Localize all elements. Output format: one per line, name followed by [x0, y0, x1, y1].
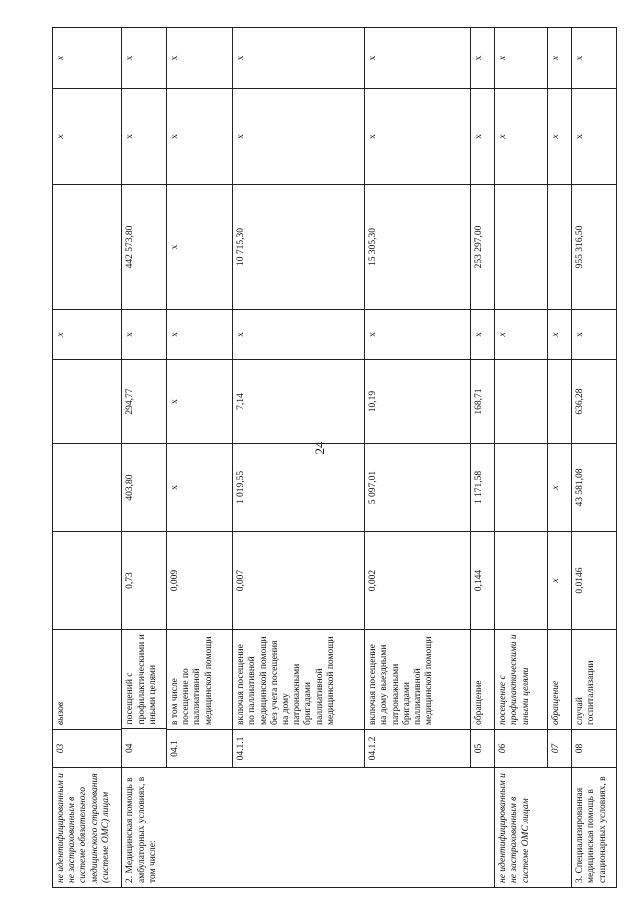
cell-row-number: 03: [53, 730, 122, 768]
cell-total: 10 715,30: [233, 185, 365, 310]
cell-per-capita: [548, 360, 572, 444]
cell-unit: в том числе посещение по паллиативной медицинской помощи: [167, 630, 233, 730]
table-row: [548, 28, 572, 888]
inner-split: [122, 630, 166, 767]
cell-norm: 0,002: [365, 532, 471, 630]
cell-row-number: 05: [470, 730, 494, 768]
cell-label: не идентифицированным и не застрахованным в системе обязательного медицинского страхования (системе ОМС) лицам: [53, 768, 122, 888]
cell-cost: [495, 444, 548, 532]
page-number: 24: [312, 441, 327, 455]
cell-total: [53, 185, 122, 310]
cell-x: х: [167, 185, 233, 310]
cell-x: х: [53, 89, 122, 185]
cell-x: х: [572, 310, 617, 360]
cell-row-number: 04: [122, 729, 166, 767]
cell-x: х: [53, 28, 122, 89]
cell-per-capita: 294,77: [122, 360, 167, 444]
cell-x: х: [495, 310, 548, 360]
table-row: [470, 28, 494, 888]
cell-x: х: [233, 28, 365, 89]
cell-unit: включая посещение по паллиативной медицинской помощи без учета посещения на дому патронажными бригадами паллиативной медицинской помощи: [233, 630, 365, 730]
cell-x: х: [495, 89, 548, 185]
cell-total: 15 305,30: [365, 185, 471, 310]
cell-per-capita: 168,71: [470, 360, 494, 444]
cell-x: х: [233, 310, 365, 360]
cell-x: х: [233, 89, 365, 185]
cell-cost: 403,80: [122, 444, 167, 532]
cell-x: х: [548, 532, 572, 630]
table-row: [365, 28, 471, 888]
cell-x: х: [495, 28, 548, 89]
cell-x: х: [548, 310, 572, 360]
cell-x: х: [53, 310, 122, 360]
cell-per-capita: [53, 360, 122, 444]
cell-cost: 1 171,58: [470, 444, 494, 532]
cell-row-number: 04.1.1: [233, 730, 365, 768]
table-row: [167, 28, 233, 888]
cell-row-number: 04.1.2: [365, 730, 471, 768]
cell-total: [548, 185, 572, 310]
table-row: [53, 28, 122, 888]
cell-per-capita: [495, 360, 548, 444]
cell-unit: случай госпитализации: [572, 630, 617, 730]
cell-cost: 1 019,55: [233, 444, 365, 532]
cell-per-capita: 636,28: [572, 360, 617, 444]
cell-x: х: [167, 310, 233, 360]
cell-unit: обращение: [548, 630, 572, 730]
cell-x: х: [572, 28, 617, 89]
cell-row-number: 08: [572, 730, 617, 768]
cell-cost: 5 097,01: [365, 444, 471, 532]
cell-cost: [53, 444, 122, 532]
financing-table: [52, 27, 617, 888]
cell-x: х: [572, 89, 617, 185]
cell-x: х: [167, 28, 233, 89]
cell-unit: посещений с профилактическими и иными целями: [125, 634, 158, 725]
cell-x: х: [365, 89, 471, 185]
cell-row-number: 07: [548, 730, 572, 768]
cell-per-capita: 7,14: [233, 360, 365, 444]
cell-x: х: [122, 310, 167, 360]
cell-row-number: 04.1: [167, 730, 233, 768]
cell-x: х: [167, 89, 233, 185]
cell-x: х: [365, 310, 471, 360]
cell-unit: обращение: [470, 630, 494, 730]
cell-x: х: [548, 444, 572, 532]
cell-total: [495, 185, 548, 310]
cell-x: х: [365, 28, 471, 89]
cell-norm: 0,007: [233, 532, 365, 630]
cell-split: [122, 630, 167, 768]
cell-x: х: [470, 89, 494, 185]
cell-total: 955 316,50: [572, 185, 617, 310]
cell-x: х: [122, 89, 167, 185]
cell-norm: [495, 532, 548, 630]
cell-unit: посещение с профилактическими и иными целями: [495, 630, 548, 730]
cell-label: не идентифицированным и не застрахованным в системе ОМС лицам: [495, 768, 572, 888]
cell-x: х: [122, 28, 167, 89]
cell-x: х: [167, 360, 233, 444]
cell-total: 442 573,80: [122, 185, 167, 310]
cell-norm: 0,144: [470, 532, 494, 630]
cell-row-number: 06: [495, 730, 548, 768]
table-row: [122, 28, 167, 888]
table-row: [233, 28, 365, 888]
cell-x: х: [548, 28, 572, 89]
cell-cost: 43 581,08: [572, 444, 617, 532]
table-row: [572, 28, 617, 888]
cell-label: 2. Медицинская помощь в амбулаторных условиях, в том числе:: [122, 768, 495, 888]
cell-norm: 0,73: [122, 532, 167, 630]
cell-per-capita: 10,19: [365, 360, 471, 444]
cell-x: х: [548, 89, 572, 185]
cell-unit: включая посещение на дому выездными патронажными бригадами паллиативной медицинской помощи: [365, 630, 471, 730]
cell-label: 3. Специализированная медицинская помощь в стационарных условиях, в: [572, 768, 617, 888]
rotated-table-wrapper: [52, 28, 617, 888]
cell-norm: [53, 532, 122, 630]
cell-x: х: [470, 28, 494, 89]
table-row: [495, 28, 548, 888]
cell-unit: вызов: [53, 630, 122, 730]
cell-norm: 0,0146: [572, 532, 617, 630]
cell-norm: 0,009: [167, 532, 233, 630]
cell-x: х: [167, 444, 233, 532]
cell-x: х: [470, 310, 494, 360]
cell-total: 253 297,00: [470, 185, 494, 310]
